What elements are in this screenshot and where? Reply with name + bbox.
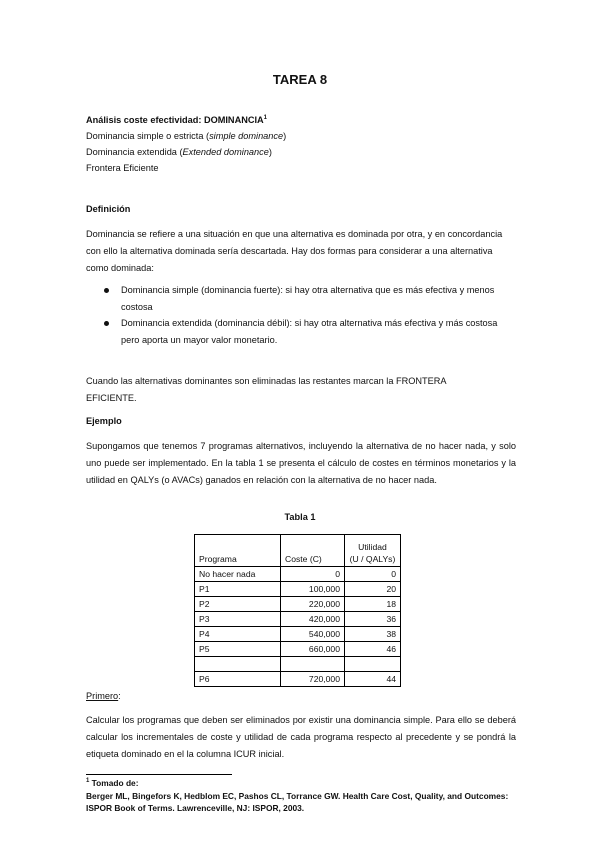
cell-programa: P1 — [195, 582, 281, 597]
header-programa: Programa — [195, 535, 281, 567]
table-row — [195, 582, 401, 597]
table-row — [195, 672, 401, 687]
cell-coste: 540,000 — [281, 627, 345, 642]
footnote-label — [86, 777, 526, 789]
intro-line-simple — [86, 130, 286, 143]
table-header-row — [195, 535, 401, 567]
table-row — [195, 612, 401, 627]
definicion-heading: Definición — [86, 204, 131, 214]
intro-line-text: ) — [268, 147, 272, 157]
primero-colon: : — [118, 691, 121, 701]
frontera-paragraph: Cuando las alternativas dominantes son eliminadas las restantes marcan la FRONTERA EFICIENTE. — [86, 376, 447, 403]
cell-utilidad — [345, 657, 401, 672]
table-row — [195, 567, 401, 582]
table-row — [195, 627, 401, 642]
cell-coste: 100,000 — [281, 582, 345, 597]
cell-utilidad: 20 — [345, 582, 401, 597]
footnote-marker: 1 — [86, 778, 90, 785]
primero-paragraph: Calcular los programas que deben ser eliminados por existir una dominancia simple. Para ello se deberá calcular los incrementales de coste y utilidad de cada programa respecto al precedente y se pondrá la etiqueta dominado en el la columna ICUR inicial. — [86, 715, 516, 759]
bullet-dominancia-extendida: Dominancia extendida (dominancia débil): si hay otra alternativa más efectiva y más costosa pero aporta un mayor valor monetario. — [121, 318, 498, 345]
cell-programa: P5 — [195, 642, 281, 657]
intro-line-em: Extended dominance — [182, 147, 269, 157]
cell-utilidad: 18 — [345, 597, 401, 612]
cell-utilidad: 44 — [345, 672, 401, 687]
intro-line-frontera: Frontera Eficiente — [86, 163, 159, 173]
cell-programa: P6 — [195, 672, 281, 687]
intro-line-text: ) — [283, 131, 287, 141]
header-utilidad-line1: Utilidad — [358, 542, 387, 552]
cell-programa: P2 — [195, 597, 281, 612]
cell-programa — [195, 657, 281, 672]
cell-coste: 720,000 — [281, 672, 345, 687]
cell-coste: 660,000 — [281, 642, 345, 657]
primero-label: Primero — [86, 691, 119, 701]
primero-heading — [86, 690, 121, 703]
intro-line-em: simple dominance — [209, 131, 284, 141]
ejemplo-paragraph: Supongamos que tenemos 7 programas alternativos, incluyendo la alternativa de no hacer nada, y solo uno puede ser implementado. En la tabla 1 se presenta el cálculo de costes en términos monetarios y la utilidad en QALYs (o AVACs) ganados en relación con la alternativa de no hacer nada. — [86, 441, 516, 485]
page-title: TAREA 8 — [272, 72, 328, 87]
cell-utilidad: 36 — [345, 612, 401, 627]
footnote-ref: 1 — [263, 114, 268, 121]
section-heading-dominancia — [86, 114, 267, 127]
cell-coste — [281, 657, 345, 672]
bullet-icon — [104, 288, 109, 293]
costs-table — [194, 534, 401, 687]
footnote-label-text: Tomado de: — [91, 778, 139, 788]
heading-text: Análisis coste efectividad: DOMINANCIA — [86, 115, 264, 125]
footnote-reference: Berger ML, Bingefors K, Hedblom EC, Pashos CL, Torrance GW. Health Care Cost, Quality, and Outcomes: ISPOR Book of Terms. Lawrenceville, NJ: ISPOR, 2003. — [86, 791, 509, 813]
table-row — [195, 597, 401, 612]
table-row — [195, 642, 401, 657]
cell-coste: 220,000 — [281, 597, 345, 612]
cell-coste: 0 — [281, 567, 345, 582]
cell-utilidad: 0 — [345, 567, 401, 582]
bullet-dominancia-simple: Dominancia simple (dominancia fuerte): si hay otra alternativa que es más efectiva y menos costosa — [121, 285, 495, 312]
header-coste: Coste (C) — [281, 535, 345, 567]
ejemplo-heading: Ejemplo — [86, 416, 122, 426]
cell-utilidad: 38 — [345, 627, 401, 642]
table-row-empty — [195, 657, 401, 672]
table-caption: Tabla 1 — [284, 512, 316, 522]
header-utilidad — [345, 535, 401, 567]
intro-line-extendida — [86, 146, 272, 159]
footnote-divider — [86, 774, 232, 775]
header-utilidad-line2: (U / QALYs) — [349, 554, 396, 564]
cell-utilidad: 46 — [345, 642, 401, 657]
cell-programa: P3 — [195, 612, 281, 627]
definicion-paragraph: Dominancia se refiere a una situación en que una alternativa es dominada por otra, y en concordancia con ello la alternativa dominada sería descartada. Hay dos formas para considerar a una alternativa como dominada: — [86, 229, 503, 273]
bullet-icon — [104, 321, 109, 326]
intro-line-text: Dominancia simple o estricta ( — [86, 131, 210, 141]
cell-programa: No hacer nada — [195, 567, 281, 582]
intro-line-text: Dominancia extendida ( — [86, 147, 183, 157]
cell-coste: 420,000 — [281, 612, 345, 627]
cell-programa: P4 — [195, 627, 281, 642]
